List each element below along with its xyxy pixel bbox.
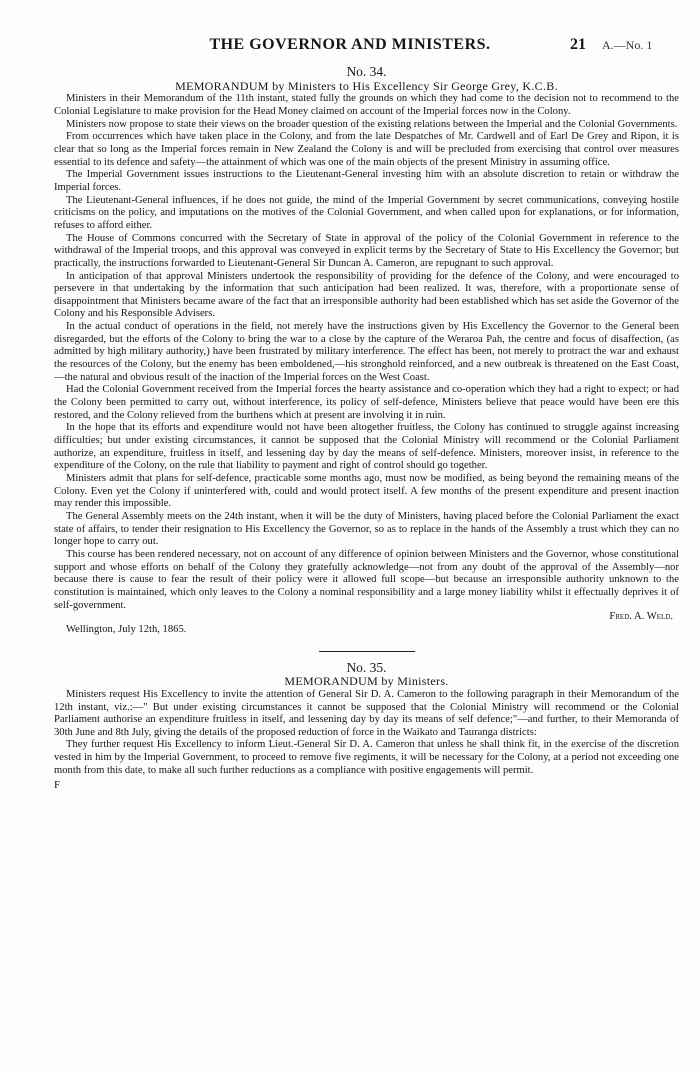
memo-34-paragraph: The General Assembly meets on the 24th instant, when it will be the duty of Ministers, having placed before the Colonial Parliament the exact state of affairs, to tender their resignation to His Excellency the Governor, so as to replace in the hands of the Assembly a trust which they can no longer hope to carry out.: [54, 510, 679, 548]
memo-34-paragraph: Had the Colonial Government received from the Imperial forces the hearty assistance and co-operation which they had a right to expect; or had the Colony been permitted to carry out, without interference, its policy of self-defence, Ministers believe that peace would have been ere this restored, and the Colony relieved from the burthens which at present are involving it in ruin.: [54, 384, 679, 421]
memo-34-paragraph: In the hope that its efforts and expenditure would not have been altogether fruitless, the Colony has continued to struggle against increasing difficulties; but under existing circumstances, it cannot be supposed that the Colonial Ministry will recommend or the Colonial Parliament authorize, an expenditure, fruitless in itself, and lessening day by day the means of self-defence. Ministers, moreover insist, in reference to the expenditure of the Colony, on the rule that liability to payment and right of control should go together.: [54, 422, 679, 472]
printer-signature-mark: F: [54, 779, 61, 792]
page-number: 21: [570, 36, 586, 53]
memo-34-paragraph: The Imperial Government issues instructions to the Lieutenant-General investing him with an absolute discretion to retain or withdraw the Imperial forces.: [54, 169, 679, 193]
section-divider: [319, 651, 415, 652]
memo-35-number: No. 35.: [346, 659, 387, 675]
memo-34-paragraph: In anticipation of that approval Ministers undertook the responsibility of providing for the defence of the Colony, and were encouraged to persevere in that undertaking by the information that such anticipation had been realized. It was, therefore, with a proportionate sense of disappointment that Ministers became aware of the fact that an irresponsible authority had been established which has set aside the Governor of the Colony and his Responsible Advisers.: [54, 270, 679, 320]
memo-34-dateline: Wellington, July 12th, 1865.: [66, 623, 187, 635]
memo-35-heading: MEMORANDUM by Ministers.: [284, 674, 449, 689]
running-title: THE GOVERNOR AND MINISTERS.: [209, 36, 491, 53]
paper-reference: A.—No. 1: [602, 38, 653, 52]
running-header: [0, 36, 700, 56]
memorandum-34: [54, 66, 679, 637]
memo-34-paragraph: From occurrences which have taken place in the Colony, and from the late Despatches of Mr. Cardwell and of Earl De Grey and Ripon, it is clear that so long as the Imperial forces remain in New Zealand the Colony is and will be precluded from exercising that control over measures essential to its defence and safety—the attainment of which was one of the main objects of the present Ministry in assuming office.: [54, 131, 679, 168]
memo-34-heading: MEMORANDUM by Ministers to His Excellency Sir George Grey, K.C.B.: [175, 78, 558, 93]
memo-35-paragraph: Ministers request His Excellency to invite the attention of General Sir D. A. Cameron to the following paragraph in their Memorandum of the 12th instant, viz.:—" But under existing circumstances it cannot be supposed that the Colonial Ministry will recommend or the Colonial Parliament authorise an expenditure fruitless in itself, and lessening day by day its means of self defence;"—and further, to their Memoranda of 30th June and 8th July, giving the details of the proposed reduction of force in the Waikato and Tauranga districts:: [54, 688, 679, 738]
memo-34-signature: [54, 611, 679, 624]
memo-34-paragraph: The House of Commons concurred with the Secretary of State in approval of the policy of the Colonial Government in reference to the withdrawal of the Imperial troops, and this approval was conveyed in explicit terms by the Secretary of State to His Excellency the Governor; but practically, the instructions forwarded to Lieutenant-General Sir Duncan A. Cameron, are repugnant to such approval.: [54, 232, 679, 269]
memo-34-paragraph: In the actual conduct of operations in the field, not merely have the instructions given by His Excellency the Governor to the General been disregarded, but the efforts of the Colony to bring the war to a close by the capture of the Weraroa Pah, the centre and focus of disaffection, (as admitted by high military authority,) have been frustrated by military interference. The effect has been, not merely to protract the war and exhaust the resources of the Colony, but the enemy has been emboldened,—his stronghold reinforced, and a new outbreak is threatened on the East Coast,—the natural and obvious result of the inaction of the Imperial forces on the West Coast.: [54, 321, 679, 383]
memo-34-paragraph: This course has been rendered necessary, not on account of any difference of opinion between Ministers and the Governor, whose constitutional support and whose efforts on behalf of the Colony they gratefully acknowledge—not from any doubt of the approval of the Assembly—nor because there is cause to fear the result of their policy were it allowed full scope—but because an irresponsible authority unknown to the constitution is maintained, which only leaves to the Colony a nominal responsibility and a large money liability whilst it effectually deprives it of self-government.: [54, 548, 679, 611]
memo-34-paragraph: The Lieutenant-General influences, if he does not guide, the mind of the Imperial Government by secret communications, conveying hostile criticisms on the policy, and imputations on the motives of the Colonial Government, and when called upon for explanations, or for information, refuses to afford either.: [54, 194, 679, 231]
memo-34-number: No. 34.: [346, 64, 387, 79]
memorandum-35: [54, 659, 679, 778]
memo-34-paragraph: Ministers admit that plans for self-defence, practicable some months ago, must now be modified, as being beyond the remaining means of the Colony. Even yet the Colony if uninterfered with, could and would protect itself. A few months of the present expenditure and present inaction may render this impossible.: [54, 473, 679, 510]
page-body: [54, 64, 679, 792]
memo-34-paragraph: Ministers in their Memorandum of the 11th instant, stated fully the grounds on which they had come to the decision not to recommend to the Colonial Legislature to make provision for the Head Money claimed on account of the Imperial forces now in the Colony.: [54, 93, 679, 117]
signature-name: Fred. A. Weld.: [609, 611, 673, 623]
memo-35-paragraph: They further request His Excellency to inform Lieut.-General Sir D. A. Cameron that unless he shall think fit, in the exercise of the discretion vested in him by the Imperial Government, to proceed to remove five regiments, it will be necessary for the Colony, at a period not exceeding one month from this date, to make all such further reductions as a compliance with positive engagements will permit.: [54, 739, 679, 776]
memo-34-paragraph: Ministers now propose to state their views on the broader question of the existing relations between the Imperial and the Colonial Governments.: [66, 118, 678, 130]
